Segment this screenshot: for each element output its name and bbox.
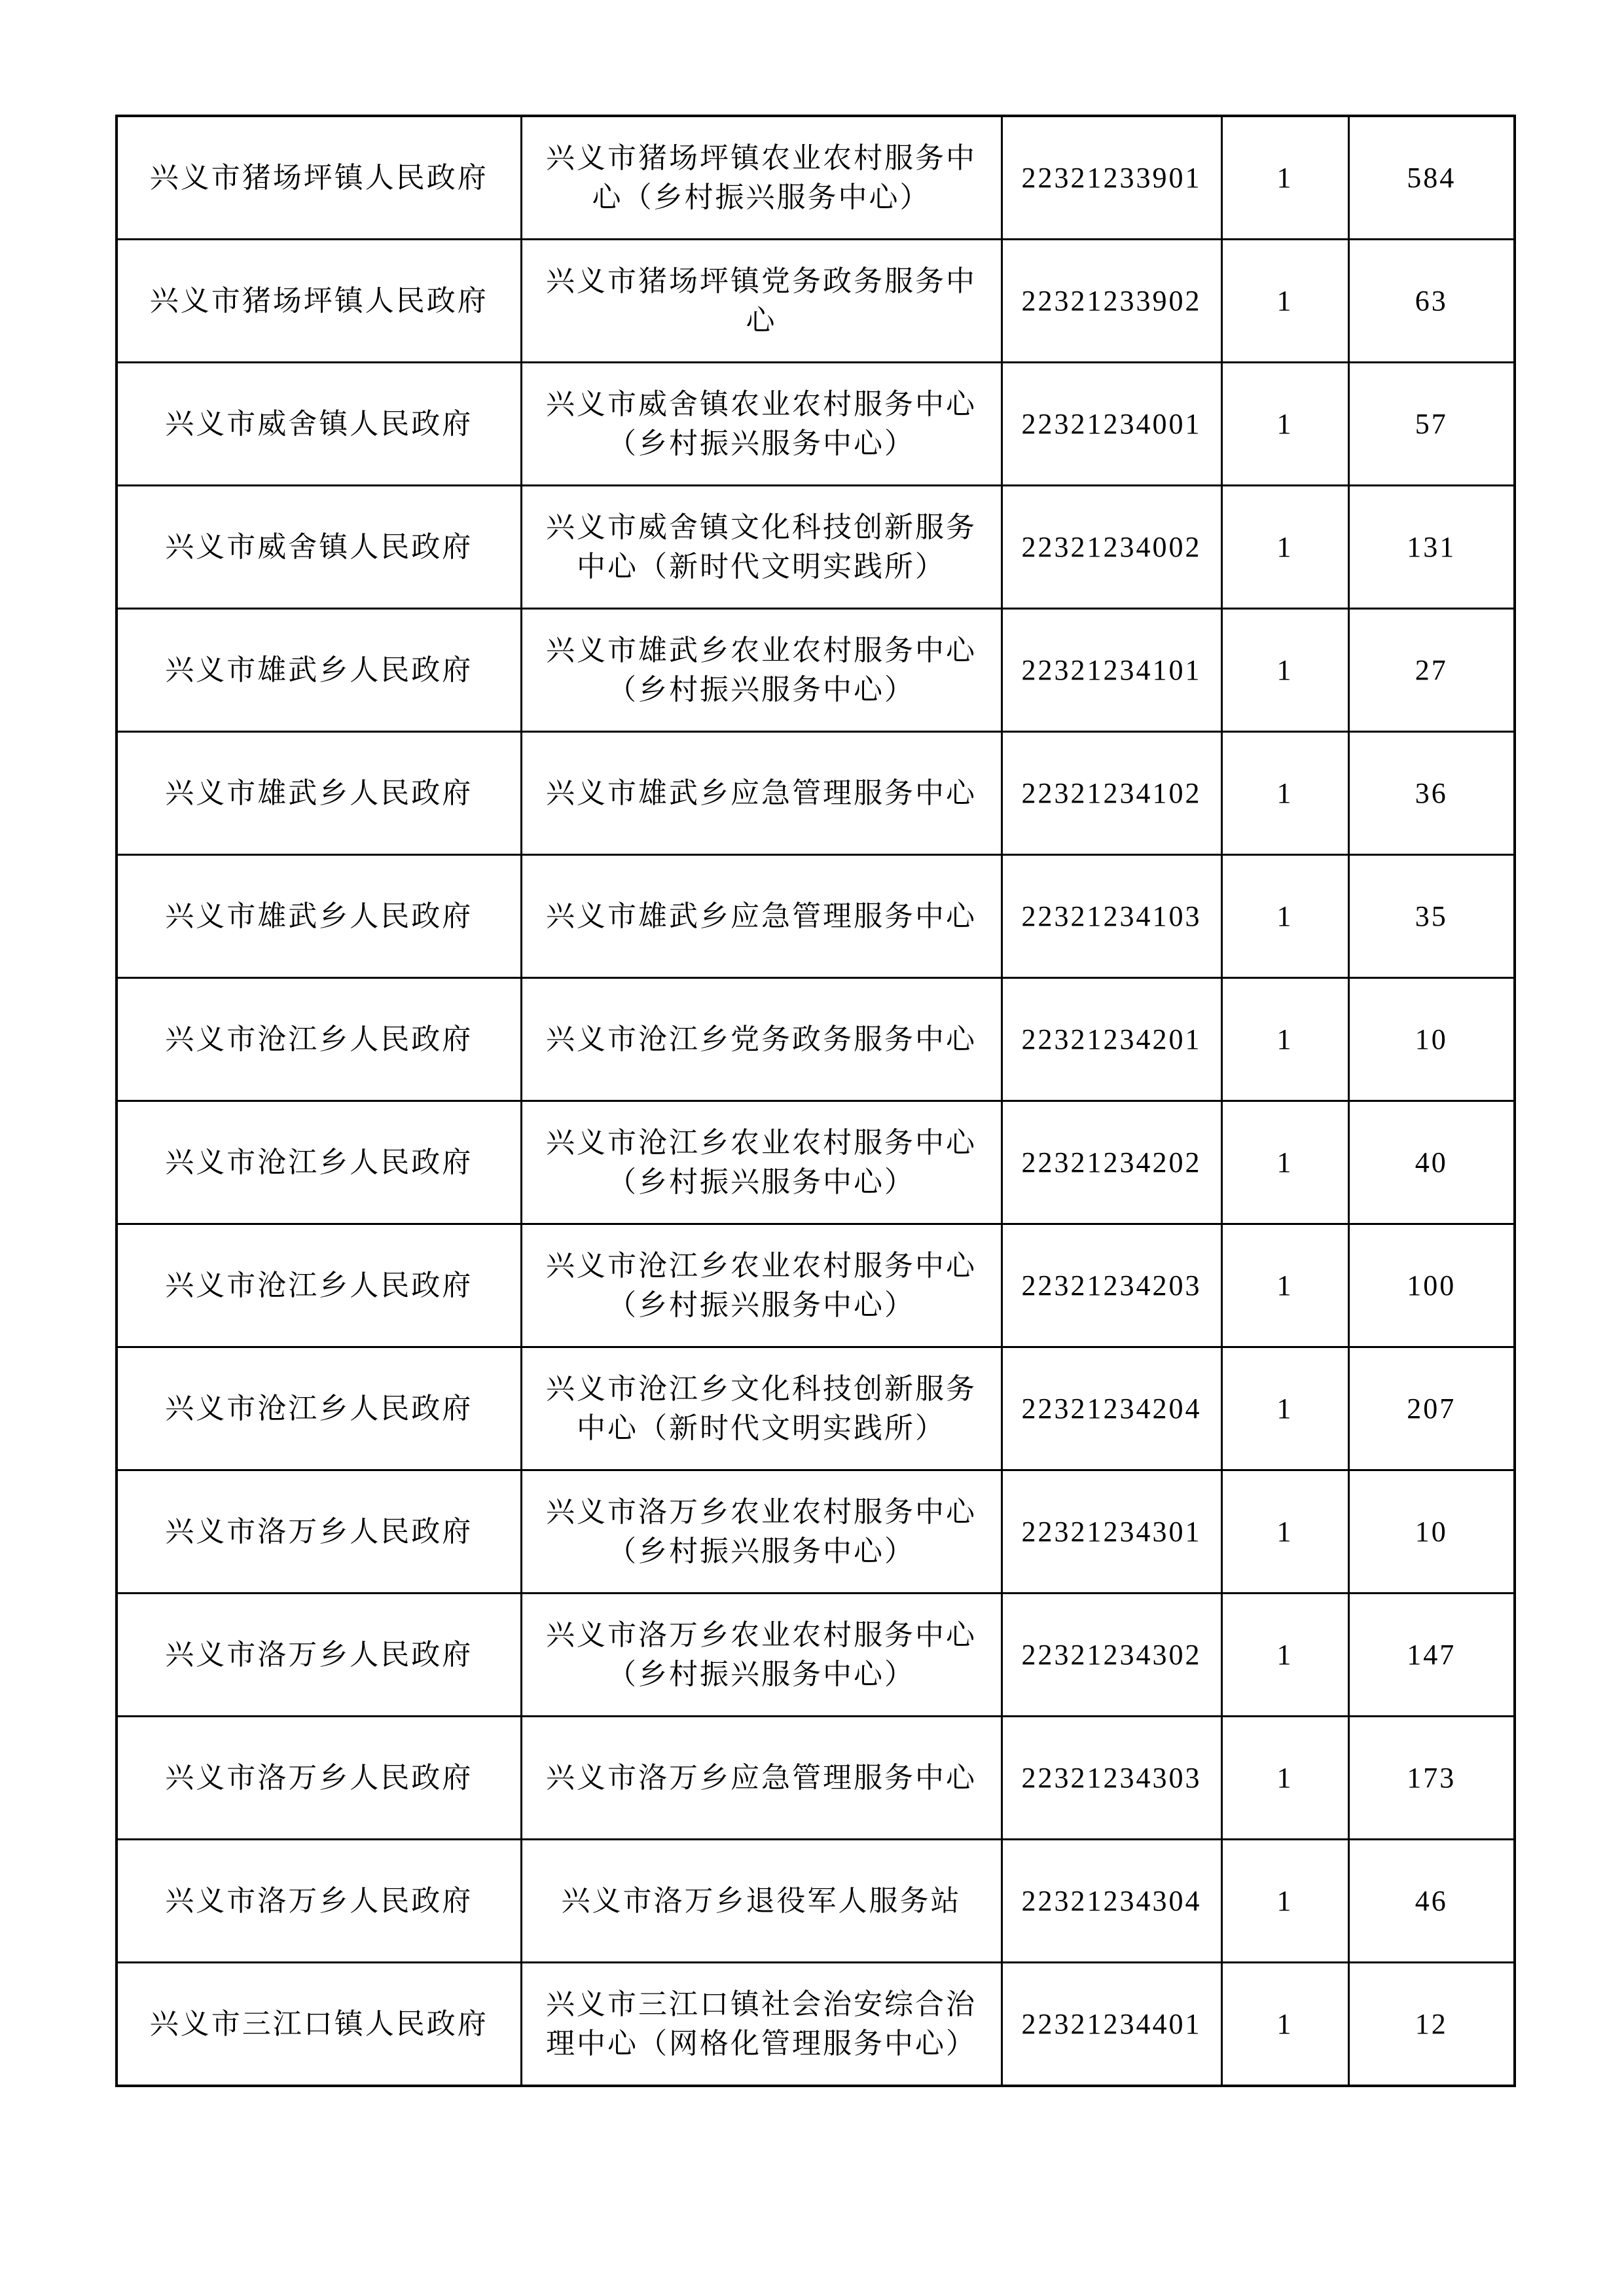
unit-cell: 兴义市沧江乡农业农村服务中心（乡村振兴服务中心） (521, 1101, 1001, 1224)
plan-cell: 1 (1221, 1717, 1348, 1840)
code-cell: 22321234401 (1001, 1963, 1221, 2086)
count-cell: 584 (1348, 116, 1515, 240)
count-cell: 27 (1348, 609, 1515, 732)
plan-cell: 1 (1221, 363, 1348, 486)
unit-cell: 兴义市洛万乡农业农村服务中心（乡村振兴服务中心） (521, 1594, 1001, 1717)
count-cell: 100 (1348, 1224, 1515, 1347)
table-row (117, 1470, 1515, 1594)
plan-cell: 1 (1221, 1470, 1348, 1594)
table-row (117, 1101, 1515, 1224)
org-cell: 兴义市洛万乡人民政府 (117, 1470, 521, 1594)
unit-cell: 兴义市威舍镇文化科技创新服务中心（新时代文明实践所） (521, 486, 1001, 609)
org-cell: 兴义市雄武乡人民政府 (117, 609, 521, 732)
count-cell: 207 (1348, 1347, 1515, 1470)
table-row (117, 732, 1515, 855)
unit-cell: 兴义市雄武乡农业农村服务中心（乡村振兴服务中心） (521, 609, 1001, 732)
code-cell: 22321234002 (1001, 486, 1221, 609)
org-cell: 兴义市沧江乡人民政府 (117, 1347, 521, 1470)
unit-cell: 兴义市洛万乡退役军人服务站 (521, 1840, 1001, 1963)
count-cell: 40 (1348, 1101, 1515, 1224)
code-cell: 22321234204 (1001, 1347, 1221, 1470)
count-cell: 57 (1348, 363, 1515, 486)
plan-cell: 1 (1221, 1224, 1348, 1347)
plan-cell: 1 (1221, 1101, 1348, 1224)
table-row (117, 1224, 1515, 1347)
unit-cell: 兴义市三江口镇社会治安综合治理中心（网格化管理服务中心） (521, 1963, 1001, 2086)
plan-cell: 1 (1221, 978, 1348, 1101)
code-cell: 22321233901 (1001, 116, 1221, 240)
plan-cell: 1 (1221, 609, 1348, 732)
table-row (117, 486, 1515, 609)
table-row (117, 1717, 1515, 1840)
unit-cell: 兴义市雄武乡应急管理服务中心 (521, 855, 1001, 978)
org-cell: 兴义市沧江乡人民政府 (117, 978, 521, 1101)
code-cell: 22321234201 (1001, 978, 1221, 1101)
table-row (117, 1347, 1515, 1470)
unit-cell: 兴义市洛万乡应急管理服务中心 (521, 1717, 1001, 1840)
recruitment-table (115, 115, 1516, 2087)
plan-cell: 1 (1221, 1840, 1348, 1963)
unit-cell: 兴义市雄武乡应急管理服务中心 (521, 732, 1001, 855)
table-row (117, 855, 1515, 978)
org-cell: 兴义市洛万乡人民政府 (117, 1840, 521, 1963)
code-cell: 22321234301 (1001, 1470, 1221, 1594)
code-cell: 22321234302 (1001, 1594, 1221, 1717)
unit-cell: 兴义市沧江乡文化科技创新服务中心（新时代文明实践所） (521, 1347, 1001, 1470)
unit-cell: 兴义市猪场坪镇党务政务服务中心 (521, 240, 1001, 363)
code-cell: 22321234304 (1001, 1840, 1221, 1963)
plan-cell: 1 (1221, 486, 1348, 609)
count-cell: 10 (1348, 1470, 1515, 1594)
org-cell: 兴义市猪场坪镇人民政府 (117, 240, 521, 363)
table-body (117, 116, 1515, 2086)
org-cell: 兴义市洛万乡人民政府 (117, 1594, 521, 1717)
plan-cell: 1 (1221, 1347, 1348, 1470)
count-cell: 63 (1348, 240, 1515, 363)
table-row (117, 116, 1515, 240)
table-row (117, 240, 1515, 363)
count-cell: 173 (1348, 1717, 1515, 1840)
code-cell: 22321234102 (1001, 732, 1221, 855)
unit-cell: 兴义市洛万乡农业农村服务中心（乡村振兴服务中心） (521, 1470, 1001, 1594)
org-cell: 兴义市雄武乡人民政府 (117, 732, 521, 855)
org-cell: 兴义市威舍镇人民政府 (117, 363, 521, 486)
org-cell: 兴义市三江口镇人民政府 (117, 1963, 521, 2086)
org-cell: 兴义市威舍镇人民政府 (117, 486, 521, 609)
count-cell: 10 (1348, 978, 1515, 1101)
table-row (117, 1840, 1515, 1963)
count-cell: 147 (1348, 1594, 1515, 1717)
code-cell: 22321234303 (1001, 1717, 1221, 1840)
org-cell: 兴义市沧江乡人民政府 (117, 1101, 521, 1224)
code-cell: 22321234001 (1001, 363, 1221, 486)
plan-cell: 1 (1221, 1963, 1348, 2086)
unit-cell: 兴义市威舍镇农业农村服务中心（乡村振兴服务中心） (521, 363, 1001, 486)
count-cell: 46 (1348, 1840, 1515, 1963)
code-cell: 22321233902 (1001, 240, 1221, 363)
plan-cell: 1 (1221, 116, 1348, 240)
org-cell: 兴义市猪场坪镇人民政府 (117, 116, 521, 240)
unit-cell: 兴义市沧江乡党务政务服务中心 (521, 978, 1001, 1101)
plan-cell: 1 (1221, 1594, 1348, 1717)
table-row (117, 363, 1515, 486)
org-cell: 兴义市沧江乡人民政府 (117, 1224, 521, 1347)
count-cell: 36 (1348, 732, 1515, 855)
table-row (117, 978, 1515, 1101)
count-cell: 12 (1348, 1963, 1515, 2086)
table-row (117, 1963, 1515, 2086)
plan-cell: 1 (1221, 240, 1348, 363)
unit-cell: 兴义市猪场坪镇农业农村服务中心（乡村振兴服务中心） (521, 116, 1001, 240)
code-cell: 22321234202 (1001, 1101, 1221, 1224)
unit-cell: 兴义市沧江乡农业农村服务中心（乡村振兴服务中心） (521, 1224, 1001, 1347)
code-cell: 22321234101 (1001, 609, 1221, 732)
count-cell: 35 (1348, 855, 1515, 978)
org-cell: 兴义市洛万乡人民政府 (117, 1717, 521, 1840)
table-row (117, 1594, 1515, 1717)
code-cell: 22321234103 (1001, 855, 1221, 978)
org-cell: 兴义市雄武乡人民政府 (117, 855, 521, 978)
count-cell: 131 (1348, 486, 1515, 609)
plan-cell: 1 (1221, 732, 1348, 855)
table-row (117, 609, 1515, 732)
plan-cell: 1 (1221, 855, 1348, 978)
code-cell: 22321234203 (1001, 1224, 1221, 1347)
